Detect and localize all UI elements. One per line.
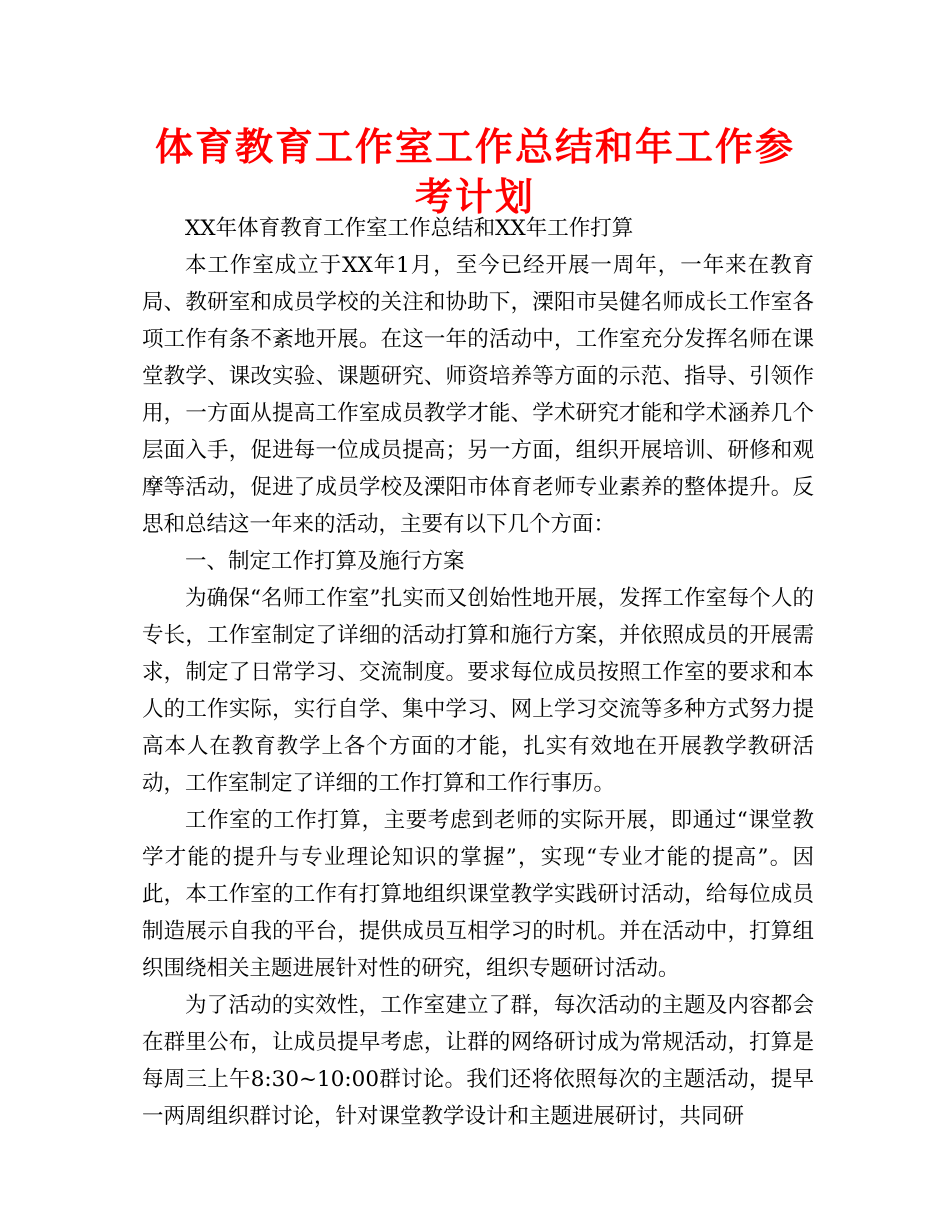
section-heading: 一、制定工作打算及施行方案 [185,549,465,574]
body-paragraph: 工作室的工作打算，主要考虑到老师的实际开展，即通过“课堂教学才能的提升与专业理论知识的掌握”，实现“专业才能的提高”。因此，本工作室的工作有打算地组织课堂教学实践研讨活动，给每位成员制造展示自我的平台，提供成员互相学习的时机。并在活动中，打算组织围绕相关主题进展针对性的研究，组织专题研讨活动。 [142,808,814,981]
subtitle-paragraph: XX年体育教育工作室工作总结和XX年工作打算 [185,216,634,241]
document-body [142,210,814,1135]
intro-paragraph: 本工作室成立于XX年1月，至今已经开展一周年，一年来在教育局、教研室和成员学校的关注和协助下，溧阳市吴健名师成长工作室各项工作有条不紊地开展。在这一年的活动中，工作室充分发挥名师在课堂教学、课改实验、课题研究、师资培养等方面的示范、指导、引领作用，一方面从提高工作室成员教学才能、学术研究才能和学术涵养几个层面入手，促进每一位成员提高；另一方面，组织开展培训、研修和观摩等活动，促进了成员学校及溧阳市体育老师专业素养的整体提升。反思和总结这一年来的活动，主要有以下几个方面： [142,253,814,537]
body-paragraph: 为了活动的实效性，工作室建立了群，每次活动的主题及内容都会在群里公布，让成员提早考虑，让群的网络研讨成为常规活动，打算是每周三上午8:30~10:00群讨论。我们还将依照每次的主题活动，提早一两周组织群讨论，针对课堂教学设计和主题进展研讨，共同研 [142,993,814,1129]
body-paragraph: 为确保“名师工作室”扎实而又创始性地开展，发挥工作室每个人的专长，工作室制定了详细的活动打算和施行方案，并依照成员的开展需求，制定了日常学习、交流制度。要求每位成员按照工作室的要求和本人的工作实际，实行自学、集中学习、网上学习交流等多种方式努力提高本人在教育教学上各个方面的才能，扎实有效地在开展教学教研活动，工作室制定了详细的工作打算和工作行事历。 [142,586,814,796]
document-title: 体育教育工作室工作总结和年工作参考计划 [154,125,795,219]
